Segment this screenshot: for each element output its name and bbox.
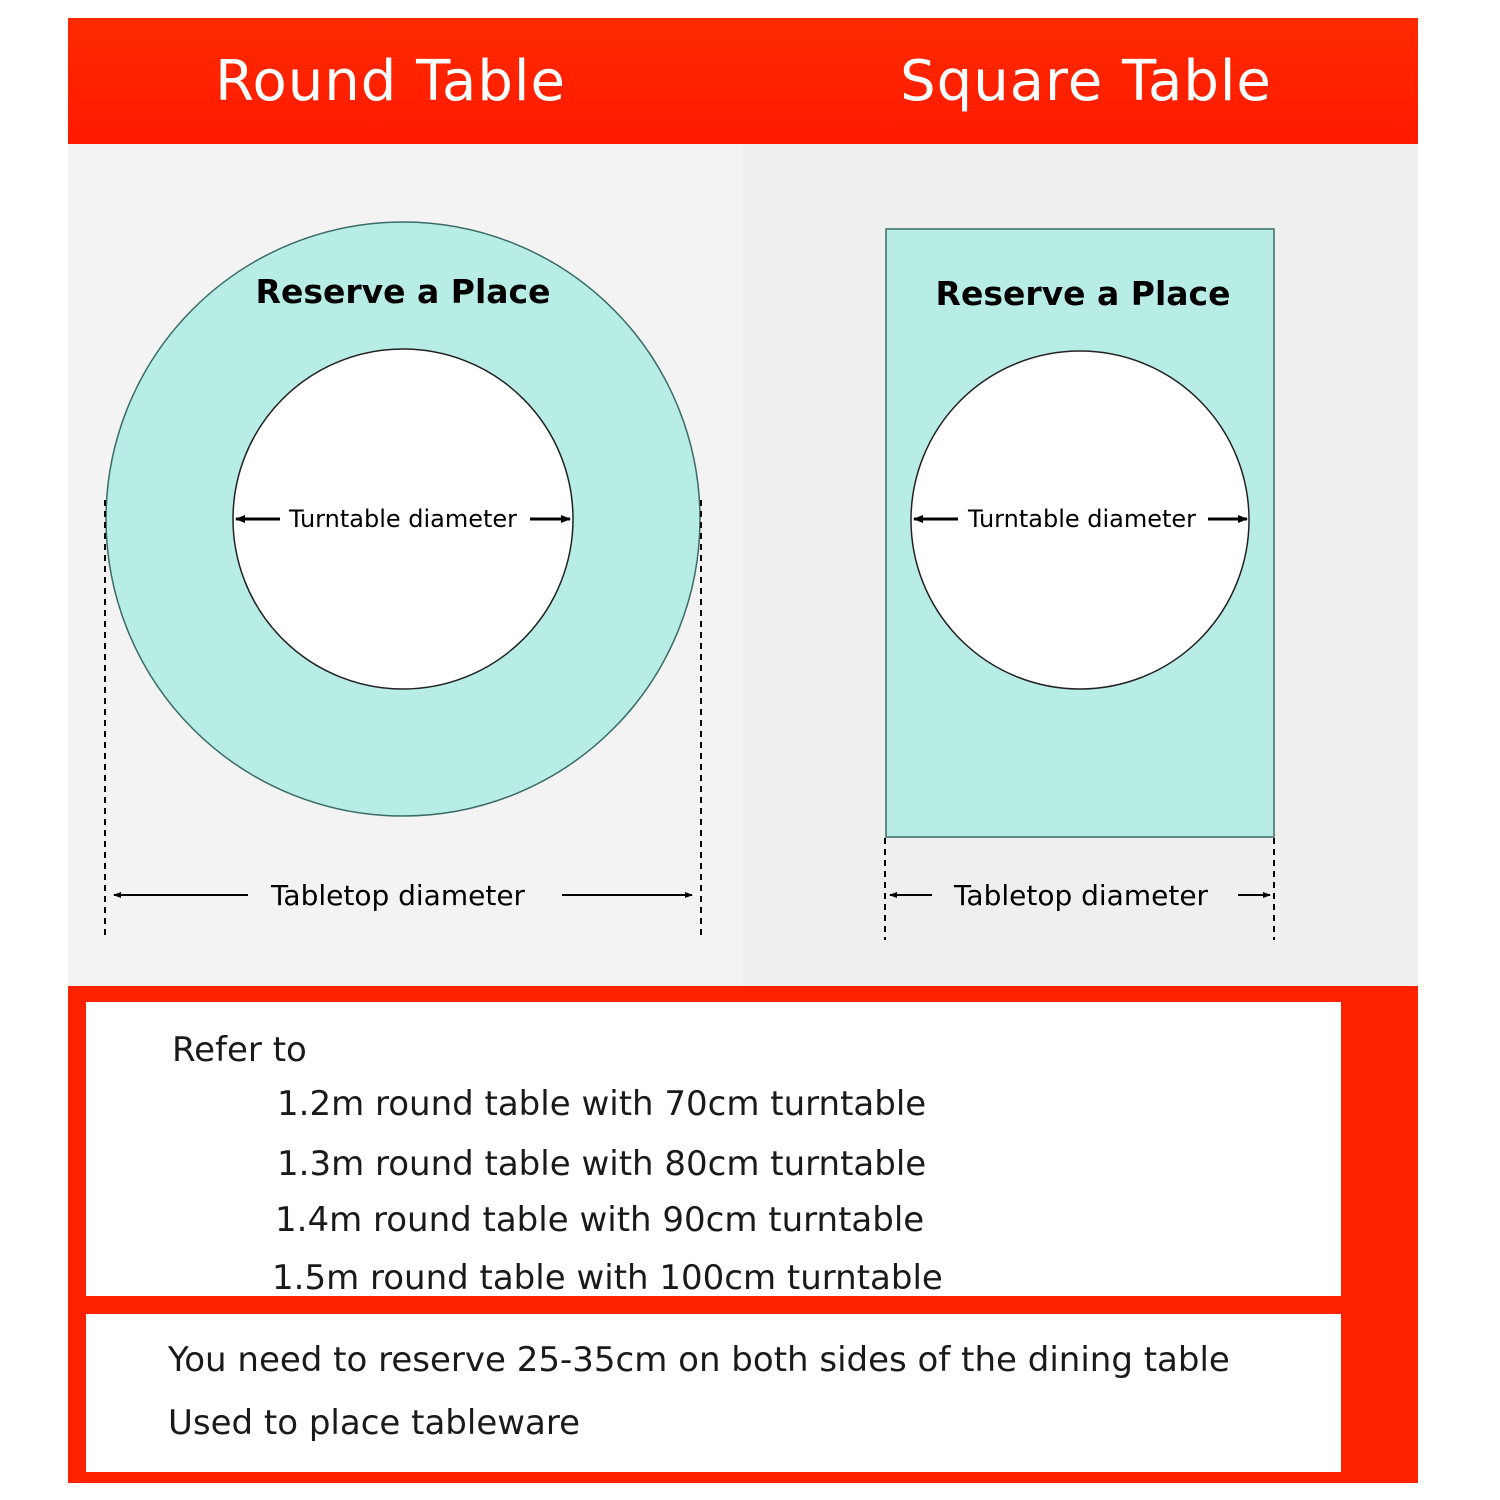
square-table-title: Square Table (900, 48, 1272, 114)
square-tabletop-label: Tabletop diameter (953, 879, 1209, 912)
spec-line: 1.4m round table with 90cm turntable (275, 1200, 925, 1240)
reserve-box (86, 1314, 1341, 1472)
round-table-diagram (105, 222, 701, 940)
refer-to-heading: Refer to (172, 1030, 307, 1070)
spec-line: 1.5m round table with 100cm turntable (272, 1258, 943, 1298)
round-tabletop-label: Tabletop diameter (270, 879, 526, 912)
reference-box (86, 1002, 1341, 1296)
round-table-title: Round Table (215, 48, 566, 114)
square-table-diagram (885, 229, 1274, 940)
spec-line: 1.2m round table with 70cm turntable (277, 1084, 927, 1124)
round-reserve-label: Reserve a Place (255, 272, 551, 311)
reserve-instruction: You need to reserve 25-35cm on both sides of the dining table (168, 1340, 1230, 1380)
notes-section (68, 986, 1418, 1483)
spec-line: 1.3m round table with 80cm turntable (277, 1144, 927, 1184)
round-turntable-label: Turntable diameter (288, 505, 518, 533)
square-turntable-label: Turntable diameter (967, 505, 1197, 533)
reserve-purpose: Used to place tableware (168, 1403, 581, 1443)
square-reserve-label: Reserve a Place (935, 274, 1231, 313)
